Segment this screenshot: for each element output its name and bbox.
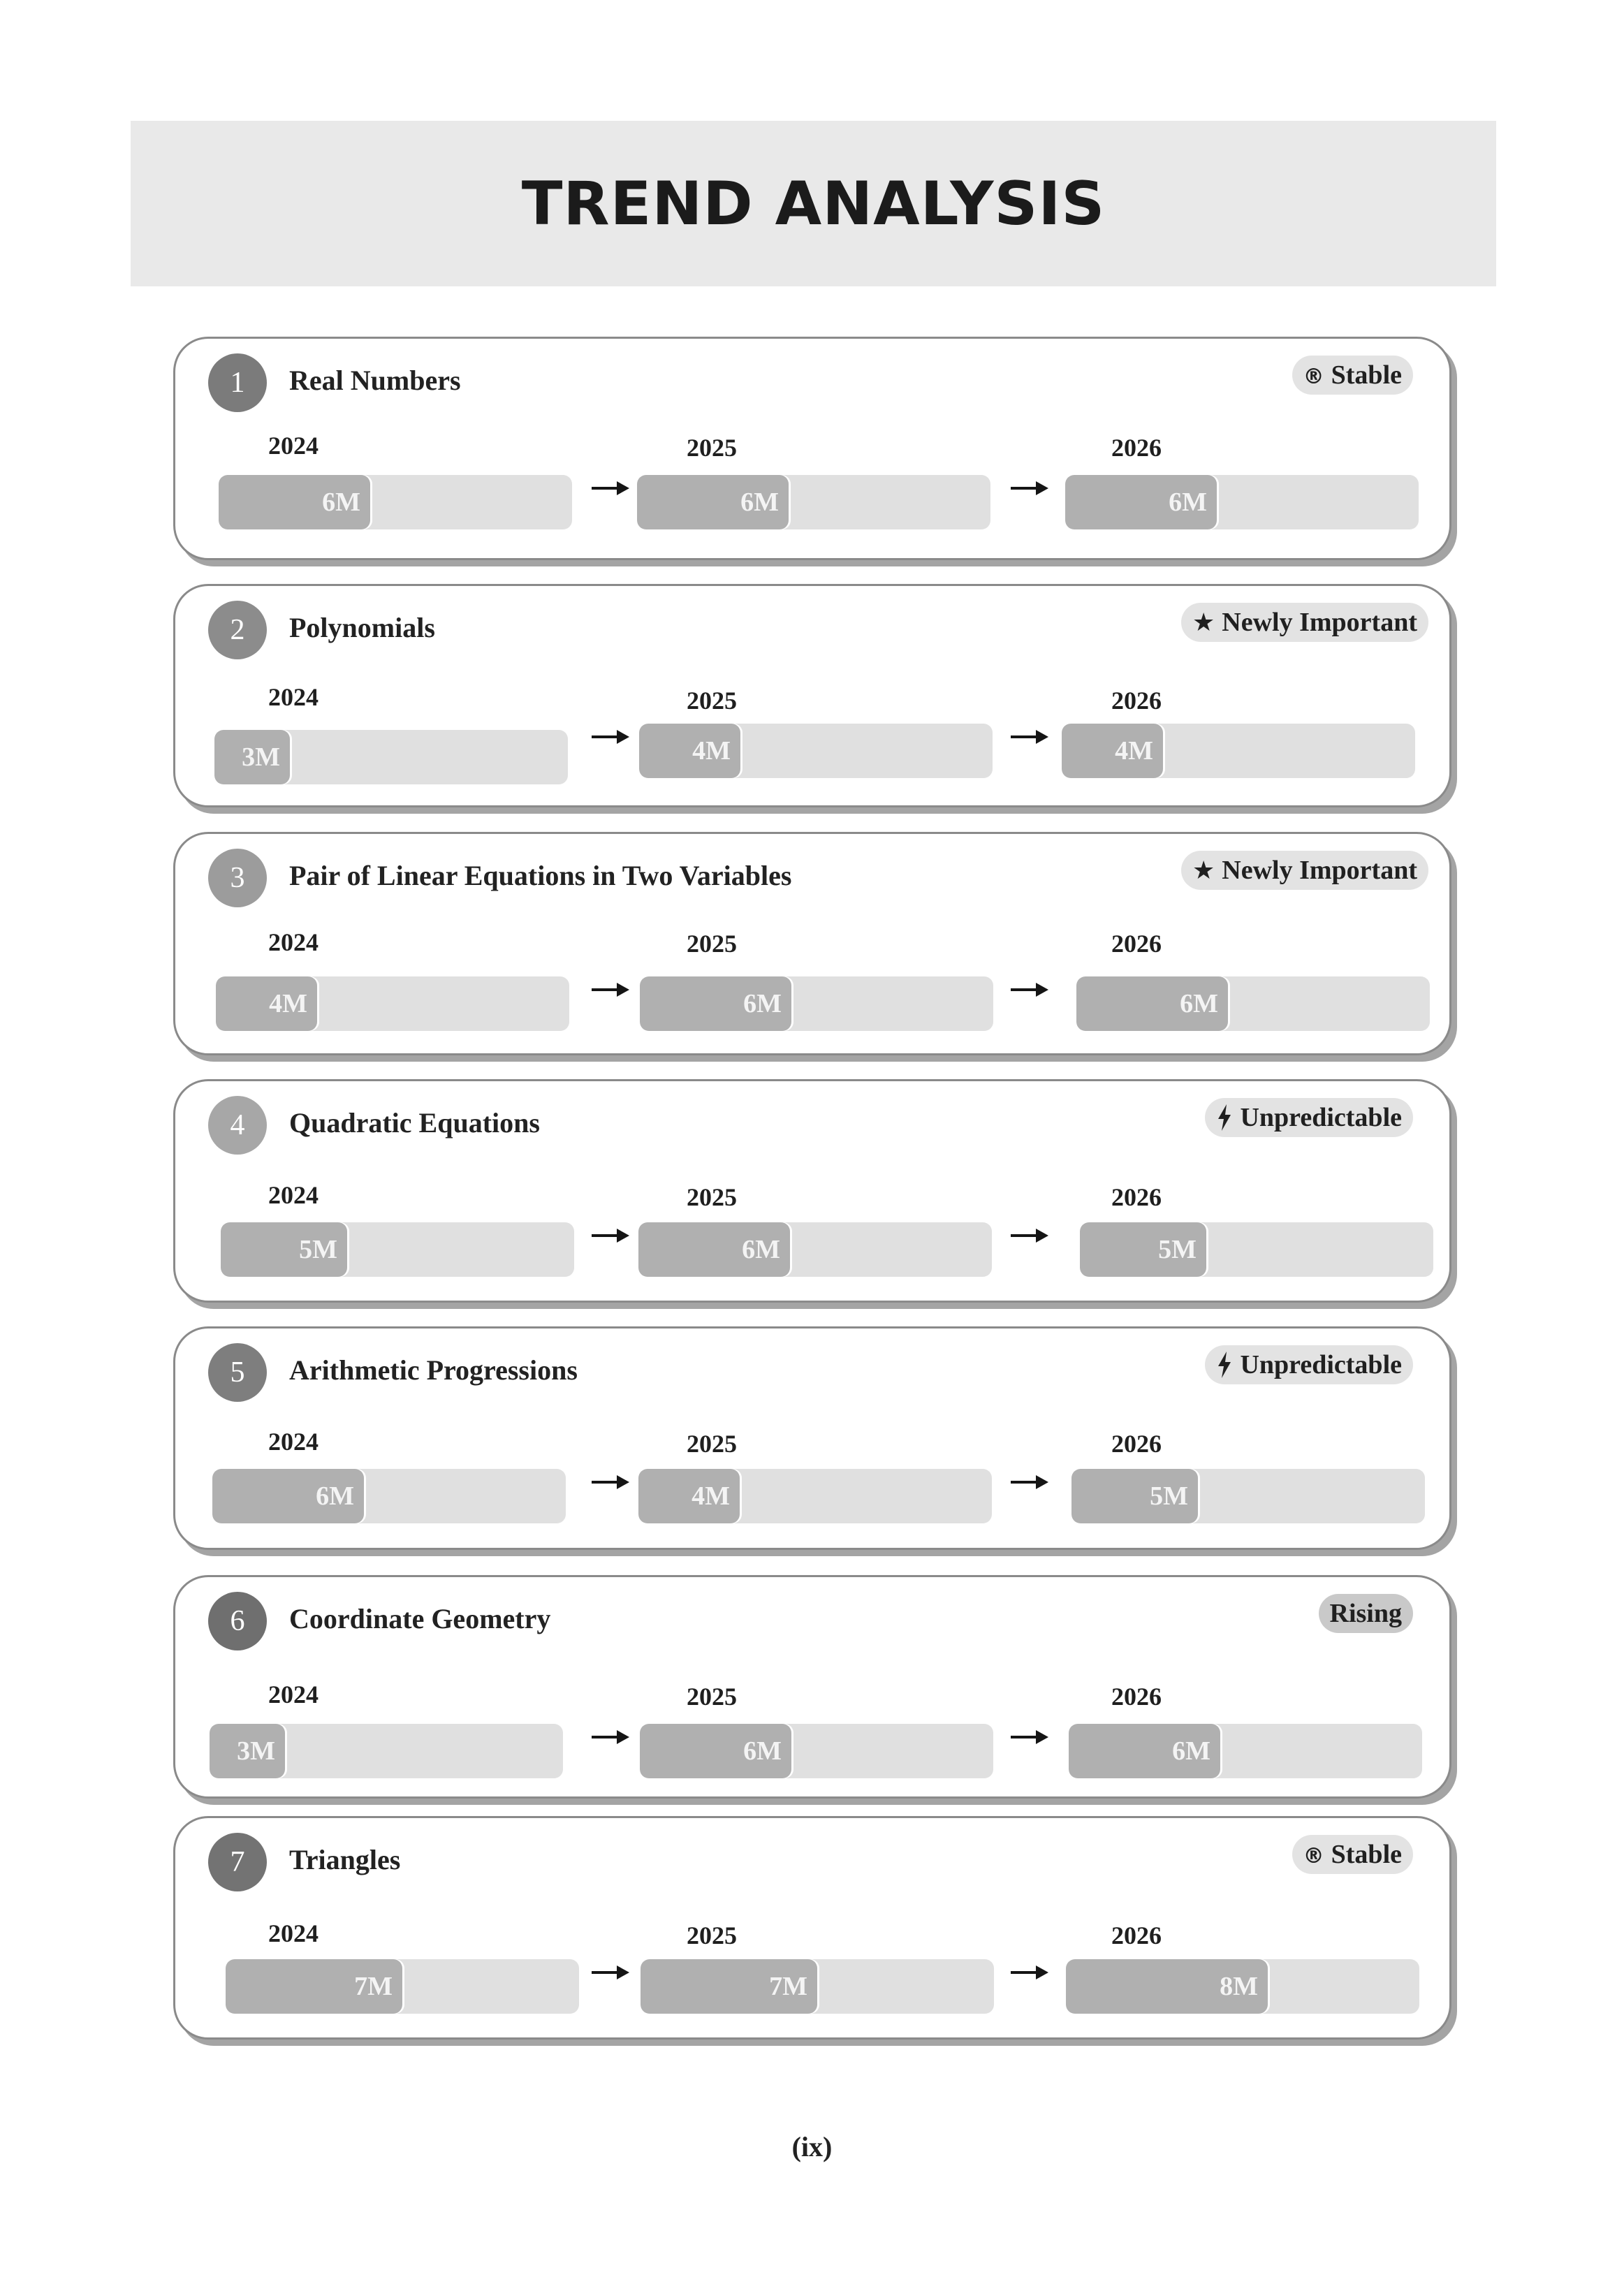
marks-value: 5M <box>1150 1481 1188 1511</box>
marks-value: 3M <box>242 742 280 772</box>
year-label: 2024 <box>268 1919 319 1947</box>
marks-bar <box>641 1959 994 2014</box>
topic-card <box>173 832 1451 1055</box>
right-arrow-icon <box>590 1227 631 1245</box>
year-label: 2025 <box>687 1683 737 1711</box>
marks-bar-fill <box>219 475 370 529</box>
marks-bar-fill <box>1062 724 1163 778</box>
year-label: 2024 <box>268 1428 319 1456</box>
marks-bar <box>1062 724 1415 778</box>
marks-bar-fill <box>1069 1724 1220 1778</box>
marks-bar <box>1065 475 1419 529</box>
marks-bar-fill <box>1071 1469 1198 1523</box>
trend-badge-label: Newly Important <box>1222 856 1417 885</box>
trend-badge-label: Newly Important <box>1222 608 1417 637</box>
marks-bar-fill <box>641 1959 817 2014</box>
year-label: 2025 <box>687 434 737 462</box>
topic-number-badge: 4 <box>208 1096 267 1155</box>
marks-bar-fill <box>637 475 789 529</box>
star-icon: ★ <box>1192 608 1215 637</box>
marks-bar-fill <box>1076 976 1228 1031</box>
marks-bar <box>1080 1222 1433 1277</box>
right-arrow-icon <box>590 1728 631 1746</box>
trend-badge-label: Stable <box>1331 1840 1402 1869</box>
year-label: 2025 <box>687 1183 737 1211</box>
marks-bar-fill <box>640 976 791 1031</box>
marks-value: 6M <box>316 1481 354 1511</box>
year-label: 2025 <box>687 930 737 958</box>
marks-bar <box>219 475 572 529</box>
topic-title: Real Numbers <box>289 365 461 396</box>
right-arrow-icon <box>1009 1473 1050 1491</box>
marks-bar-fill <box>638 1469 740 1523</box>
trend-badge <box>1205 1098 1413 1137</box>
topic-card <box>173 1326 1451 1550</box>
right-arrow-icon <box>1009 981 1050 999</box>
year-label: 2024 <box>268 1181 319 1209</box>
topic-number-badge: 3 <box>208 849 267 907</box>
right-arrow-icon <box>1009 479 1050 497</box>
marks-bar-fill <box>216 976 317 1031</box>
marks-bar-fill <box>639 724 740 778</box>
registered-icon: ® <box>1303 1843 1324 1868</box>
marks-bar <box>1066 1959 1419 2014</box>
topic-number-badge: 2 <box>208 601 267 659</box>
marks-bar-fill <box>1065 475 1217 529</box>
marks-bar-fill <box>1080 1222 1206 1277</box>
marks-bar <box>639 724 993 778</box>
topic-card <box>173 1079 1451 1303</box>
marks-value: 6M <box>322 488 360 517</box>
year-label: 2025 <box>687 1430 737 1458</box>
marks-value: 6M <box>1169 488 1207 517</box>
marks-bar-fill <box>214 730 290 784</box>
marks-bar-fill <box>638 1222 790 1277</box>
marks-bar-fill <box>226 1959 402 2014</box>
marks-value: 5M <box>1158 1235 1197 1264</box>
topic-number-badge: 1 <box>208 353 267 412</box>
marks-bar <box>226 1959 579 2014</box>
trend-badge <box>1319 1594 1413 1633</box>
year-label: 2024 <box>268 1681 319 1708</box>
trend-badge-label: Unpredictable <box>1240 1350 1402 1379</box>
year-label: 2025 <box>687 1921 737 1949</box>
topic-card <box>173 337 1451 560</box>
topic-number-badge: 7 <box>208 1833 267 1891</box>
year-label: 2026 <box>1111 1921 1162 1949</box>
marks-value: 4M <box>692 1481 730 1511</box>
marks-value: 7M <box>354 1972 393 2001</box>
marks-value: 6M <box>740 488 779 517</box>
lightning-icon <box>1216 1351 1233 1379</box>
marks-bar <box>638 1222 992 1277</box>
marks-value: 6M <box>743 989 782 1018</box>
trend-badge-label: Unpredictable <box>1240 1103 1402 1132</box>
marks-value: 6M <box>743 1736 782 1766</box>
marks-bar <box>640 1724 993 1778</box>
year-label: 2026 <box>1111 1683 1162 1711</box>
trend-badge-label: Rising <box>1329 1599 1402 1628</box>
marks-bar-fill <box>221 1222 347 1277</box>
year-label: 2025 <box>687 687 737 715</box>
right-arrow-icon <box>1009 1963 1050 1982</box>
topic-card <box>173 1575 1451 1799</box>
topic-card <box>173 1816 1451 2040</box>
trend-badge-label: Stable <box>1331 360 1402 390</box>
marks-bar <box>221 1222 574 1277</box>
topic-number-badge: 6 <box>208 1592 267 1650</box>
year-label: 2026 <box>1111 930 1162 958</box>
right-arrow-icon <box>1009 1728 1050 1746</box>
marks-bar <box>1069 1724 1422 1778</box>
marks-value: 6M <box>1172 1736 1210 1766</box>
topic-title: Triangles <box>289 1844 401 1875</box>
marks-value: 6M <box>742 1235 780 1264</box>
marks-bar <box>638 1469 992 1523</box>
marks-value: 6M <box>1180 989 1218 1018</box>
marks-bar <box>212 1469 566 1523</box>
trend-badge <box>1181 603 1428 642</box>
marks-bar <box>1076 976 1430 1031</box>
trend-badge <box>1205 1345 1413 1384</box>
year-label: 2024 <box>268 683 319 711</box>
trend-badge <box>1181 851 1428 890</box>
marks-value: 4M <box>269 989 307 1018</box>
marks-bar-fill <box>640 1724 791 1778</box>
marks-bar <box>216 976 569 1031</box>
right-arrow-icon <box>590 1473 631 1491</box>
marks-bar <box>637 475 990 529</box>
marks-bar <box>214 730 568 784</box>
right-arrow-icon <box>1009 1227 1050 1245</box>
marks-value: 3M <box>237 1736 275 1766</box>
year-label: 2026 <box>1111 434 1162 462</box>
year-label: 2024 <box>268 432 319 460</box>
right-arrow-icon <box>590 981 631 999</box>
marks-bar <box>210 1724 563 1778</box>
marks-value: 7M <box>769 1972 807 2001</box>
marks-bar-fill <box>212 1469 364 1523</box>
right-arrow-icon <box>590 479 631 497</box>
year-label: 2026 <box>1111 1183 1162 1211</box>
lightning-icon <box>1216 1104 1233 1132</box>
marks-bar <box>640 976 993 1031</box>
topic-title: Pair of Linear Equations in Two Variables <box>289 860 792 891</box>
topic-title: Coordinate Geometry <box>289 1603 551 1634</box>
page-title: TREND ANALYSIS <box>521 168 1106 239</box>
year-label: 2024 <box>268 928 319 956</box>
topic-card <box>173 584 1451 807</box>
right-arrow-icon <box>590 728 631 746</box>
marks-bar <box>1071 1469 1425 1523</box>
marks-value: 4M <box>692 736 731 766</box>
trend-badge <box>1292 1835 1413 1874</box>
marks-value: 5M <box>299 1235 337 1264</box>
topic-number-badge: 5 <box>208 1343 267 1402</box>
marks-value: 8M <box>1220 1972 1258 2001</box>
right-arrow-icon <box>1009 728 1050 746</box>
marks-bar-fill <box>210 1724 285 1778</box>
marks-value: 4M <box>1115 736 1153 766</box>
star-icon: ★ <box>1192 856 1215 885</box>
title-banner <box>131 121 1496 286</box>
trend-badge <box>1292 356 1413 395</box>
right-arrow-icon <box>590 1963 631 1982</box>
topic-title: Arithmetic Progressions <box>289 1354 578 1386</box>
topic-title: Polynomials <box>289 612 435 643</box>
year-label: 2026 <box>1111 687 1162 715</box>
year-label: 2026 <box>1111 1430 1162 1458</box>
page-number: (ix) <box>791 2131 833 2162</box>
topic-title: Quadratic Equations <box>289 1107 540 1139</box>
marks-bar-fill <box>1066 1959 1268 2014</box>
registered-icon: ® <box>1303 364 1324 389</box>
